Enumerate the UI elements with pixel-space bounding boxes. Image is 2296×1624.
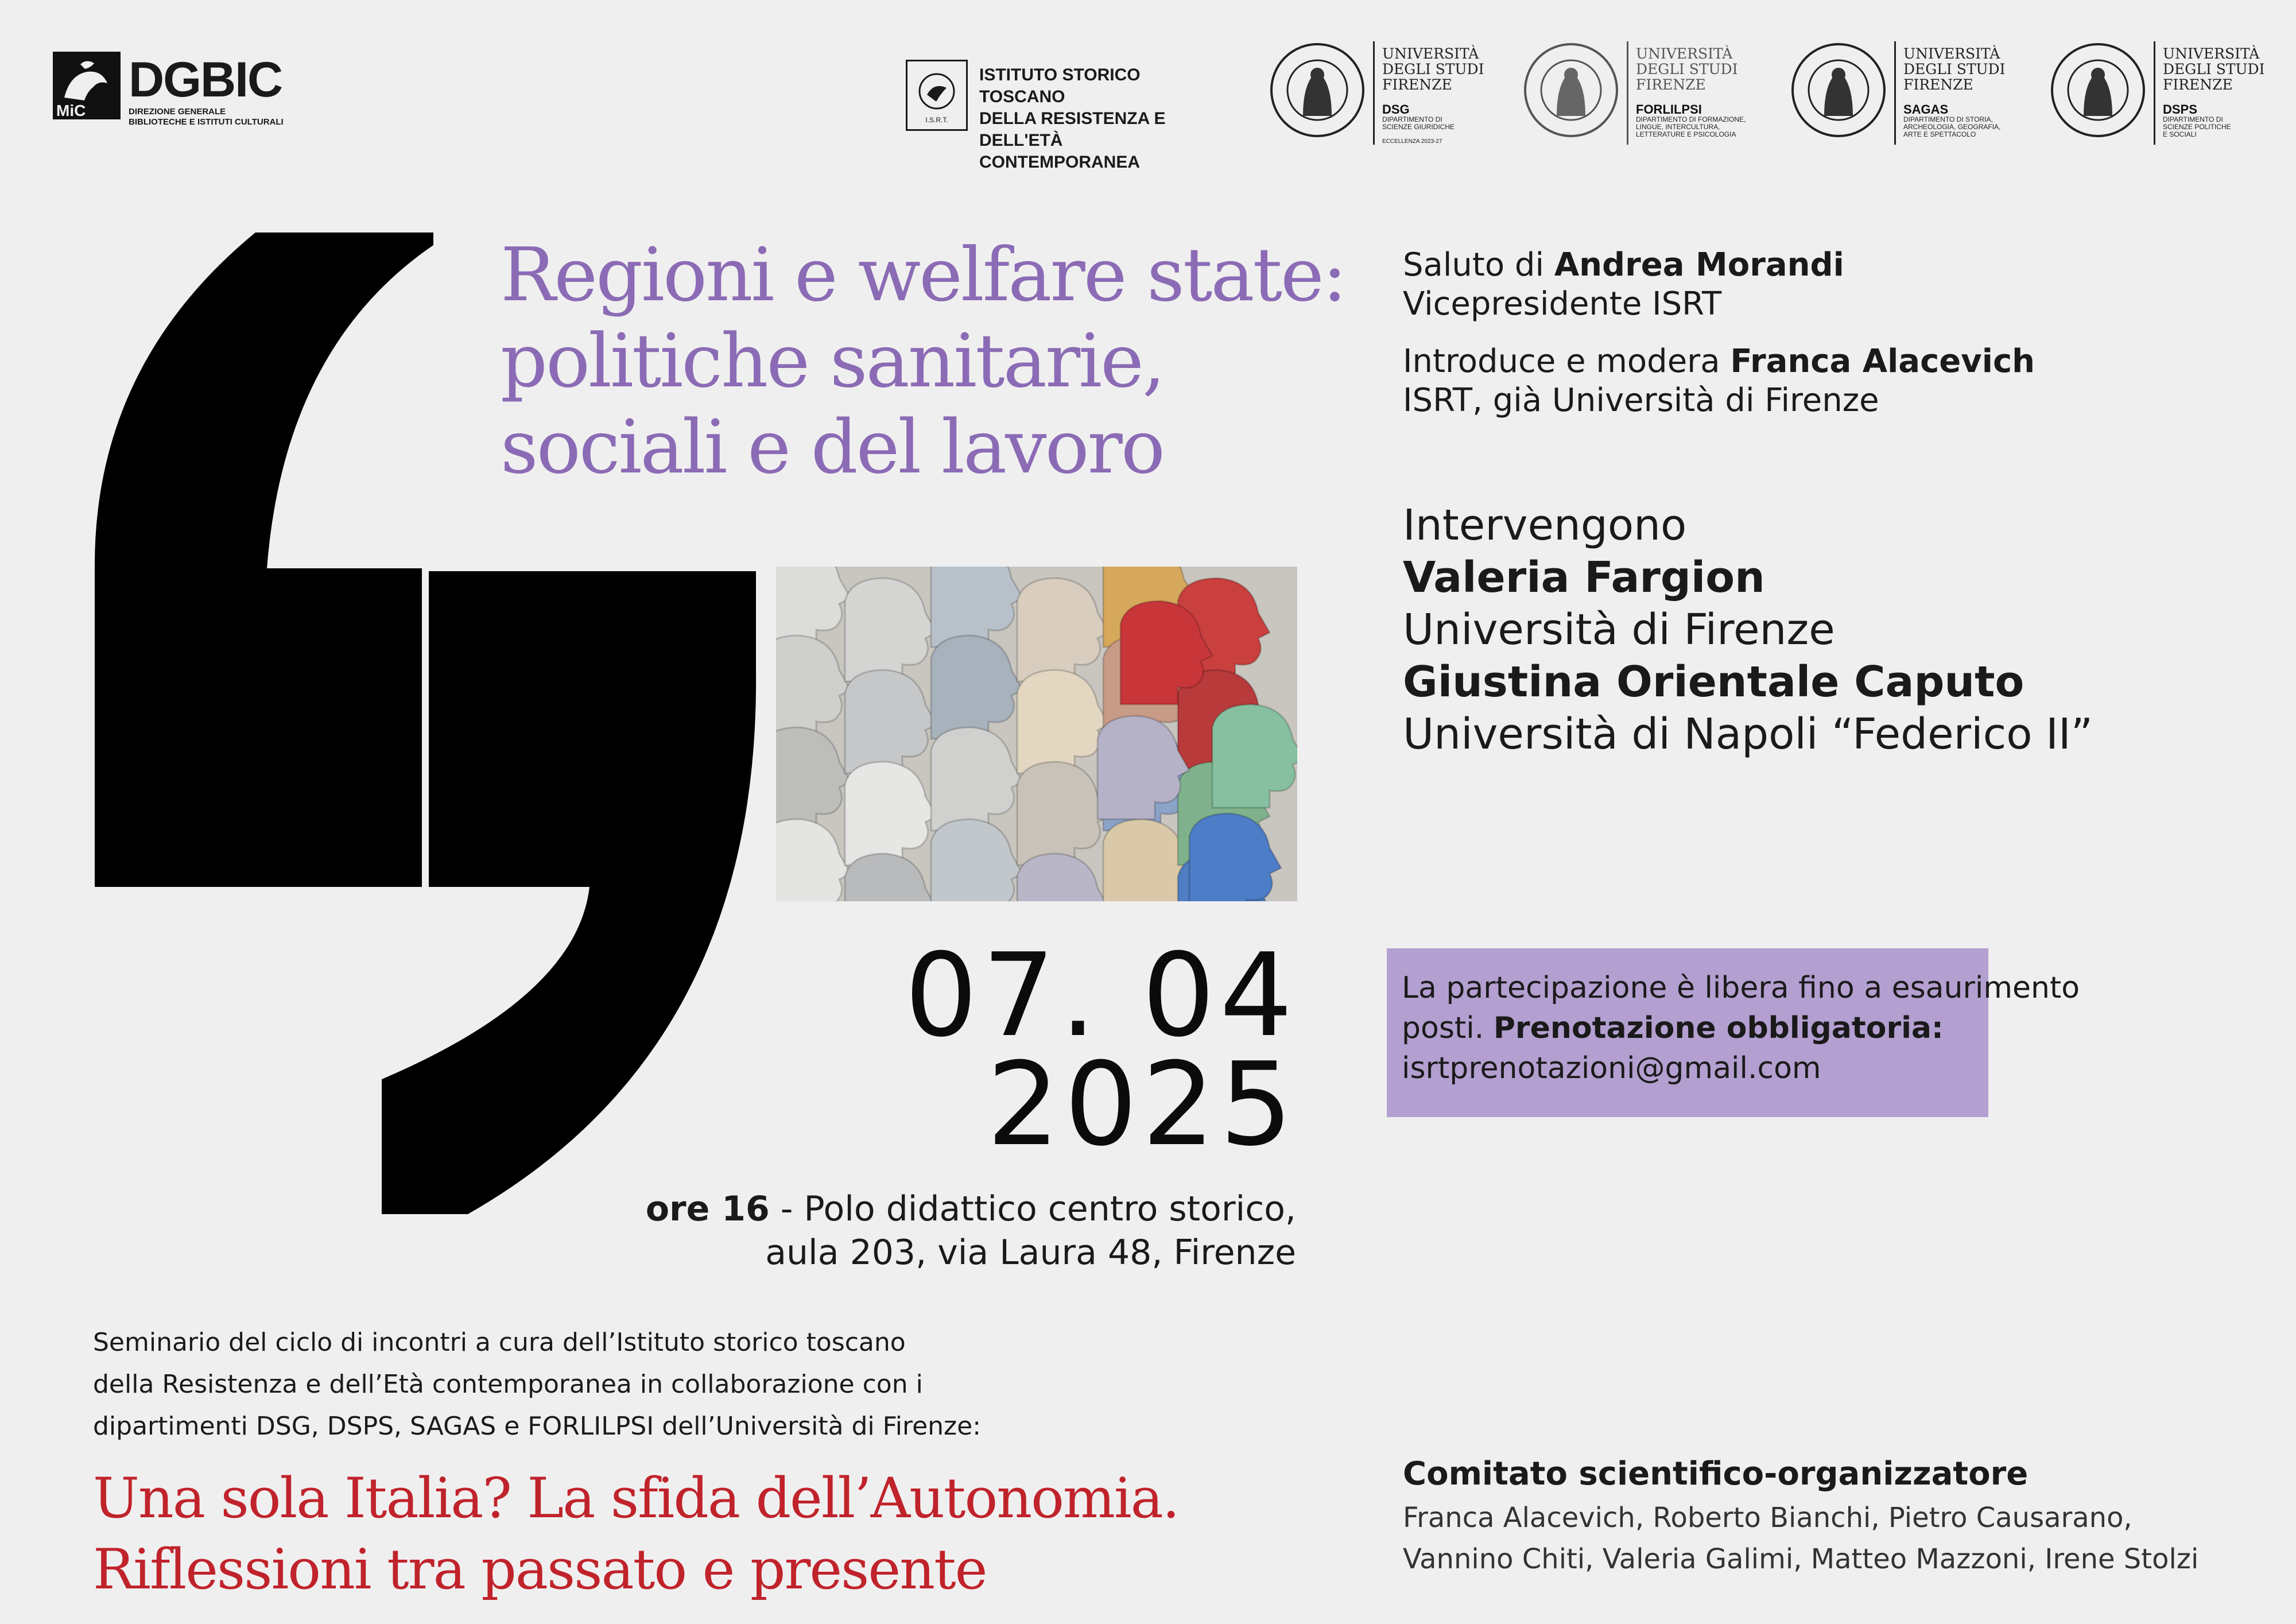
moderator-name: Franca Alacevich [1730,343,2035,380]
speaker-affiliation: Università di Firenze [1403,605,1835,654]
dgbic-subtitle: DIREZIONE GENERALE BIBLIOTECHE E ISTITUTI CULTURALI [129,107,284,127]
event-venue: ore 16 - Polo didattico centro storico, aula 203, via Laura 48, Firenze [645,1189,1296,1273]
isrt-name: ISTITUTO STORICO TOSCANO DELLA RESISTENZA E DELL'ETÀ CONTEMPORANEA [979,65,1166,172]
speaker-name: Valeria Fargion [1403,553,1765,602]
committee-heading: Comitato scientifico-organizzatore [1403,1455,2029,1493]
unifi-seal-icon [2049,41,2147,139]
unifi-seal-icon [1790,41,1887,139]
unifi-seal-icon [1522,41,1620,139]
greeting-role: Vicepresidente ISRT [1403,285,1722,323]
speaker-name: Giustina Orientale Caputo [1403,657,2024,707]
unifi-dsps-logo: UNIVERSITÀ DEGLI STUDI FIRENZE DSPS DIPARTIMENTO DI SCIENZE POLITICHE E SOCIALI [2049,36,2290,150]
moderator-role: ISRT, già Università di Firenze [1403,382,1879,419]
booking-email[interactable]: isrtprenotazioni@gmail.com [1402,1051,1821,1086]
unifi-seal-icon [1269,41,1366,139]
unifi-sagas-logo: UNIVERSITÀ DEGLI STUDI FIRENZE SAGAS DIPARTIMENTO DI STORIA, ARCHEOLOGIA, GEOGRAFIA, ARTE E SPETTACOLO [1790,36,2031,150]
event-title: Regioni e welfare state: politiche sanitarie, sociali e del lavoro [501,232,1345,490]
event-date: 07. 04 2025 [904,929,1297,1172]
isrt-logo-icon [906,60,968,131]
panel-heading: Intervengono [1403,501,1687,550]
event-time: ore 16 [645,1189,770,1229]
committee-members: Franca Alacevich, Roberto Bianchi, Pietro Causarano, Vannino Chiti, Valeria Galimi, Matteo Mazzoni, Irene Stolzi [1403,1502,2199,1575]
dgbic-name: DGBIC [129,52,282,107]
svg-text:MiC: MiC [56,102,86,119]
greeting-name: Andrea Morandi [1554,246,1844,284]
speaker-affiliation: Università di Napoli “Federico II” [1403,710,2093,759]
booking-box: La partecipazione è libera fino a esaurimento posti. Prenotazione obbligatoria: isrtprenotazioni@gmail.com [1387,948,1988,1117]
series-title: Una sola Italia? La sfida dell’Autonomia. Riflessioni tra passato e presente [93,1466,1179,1602]
greeting: Saluto di Andrea Morandi [1403,246,1844,284]
svg-text:I.S.R.T.: I.S.R.T. [925,116,948,124]
unifi-dsg-logo: UNIVERSITÀ DEGLI STUDI FIRENZE DSG DIPARTIMENTO DI SCIENZE GIURIDICHE ECCELLENZA 2023-27 [1269,36,1510,150]
faces-illustration [776,567,1297,901]
series-description: Seminario del ciclo di incontri a cura dell’Istituto storico toscano della Resistenza e dell’Età contemporanea in collaborazione con i dipartimenti DSG, DSPS, SAGAS e FORLILPSI dell’Università di Firenze: [93,1328,982,1441]
dgbic-logo [53,52,294,126]
unifi-forlilpsi-logo: UNIVERSITÀ DEGLI STUDI FIRENZE FORLILPSI DIPARTIMENTO DI FORMAZIONE, LINGUE, INTERCULTURA, LETTERATURE E PSICOLOGIA [1522,36,1763,150]
isrt-logo [906,60,1227,172]
dgbic-logo-icon [53,52,121,119]
moderator: Introduce e modera Franca Alacevich [1403,343,2035,380]
